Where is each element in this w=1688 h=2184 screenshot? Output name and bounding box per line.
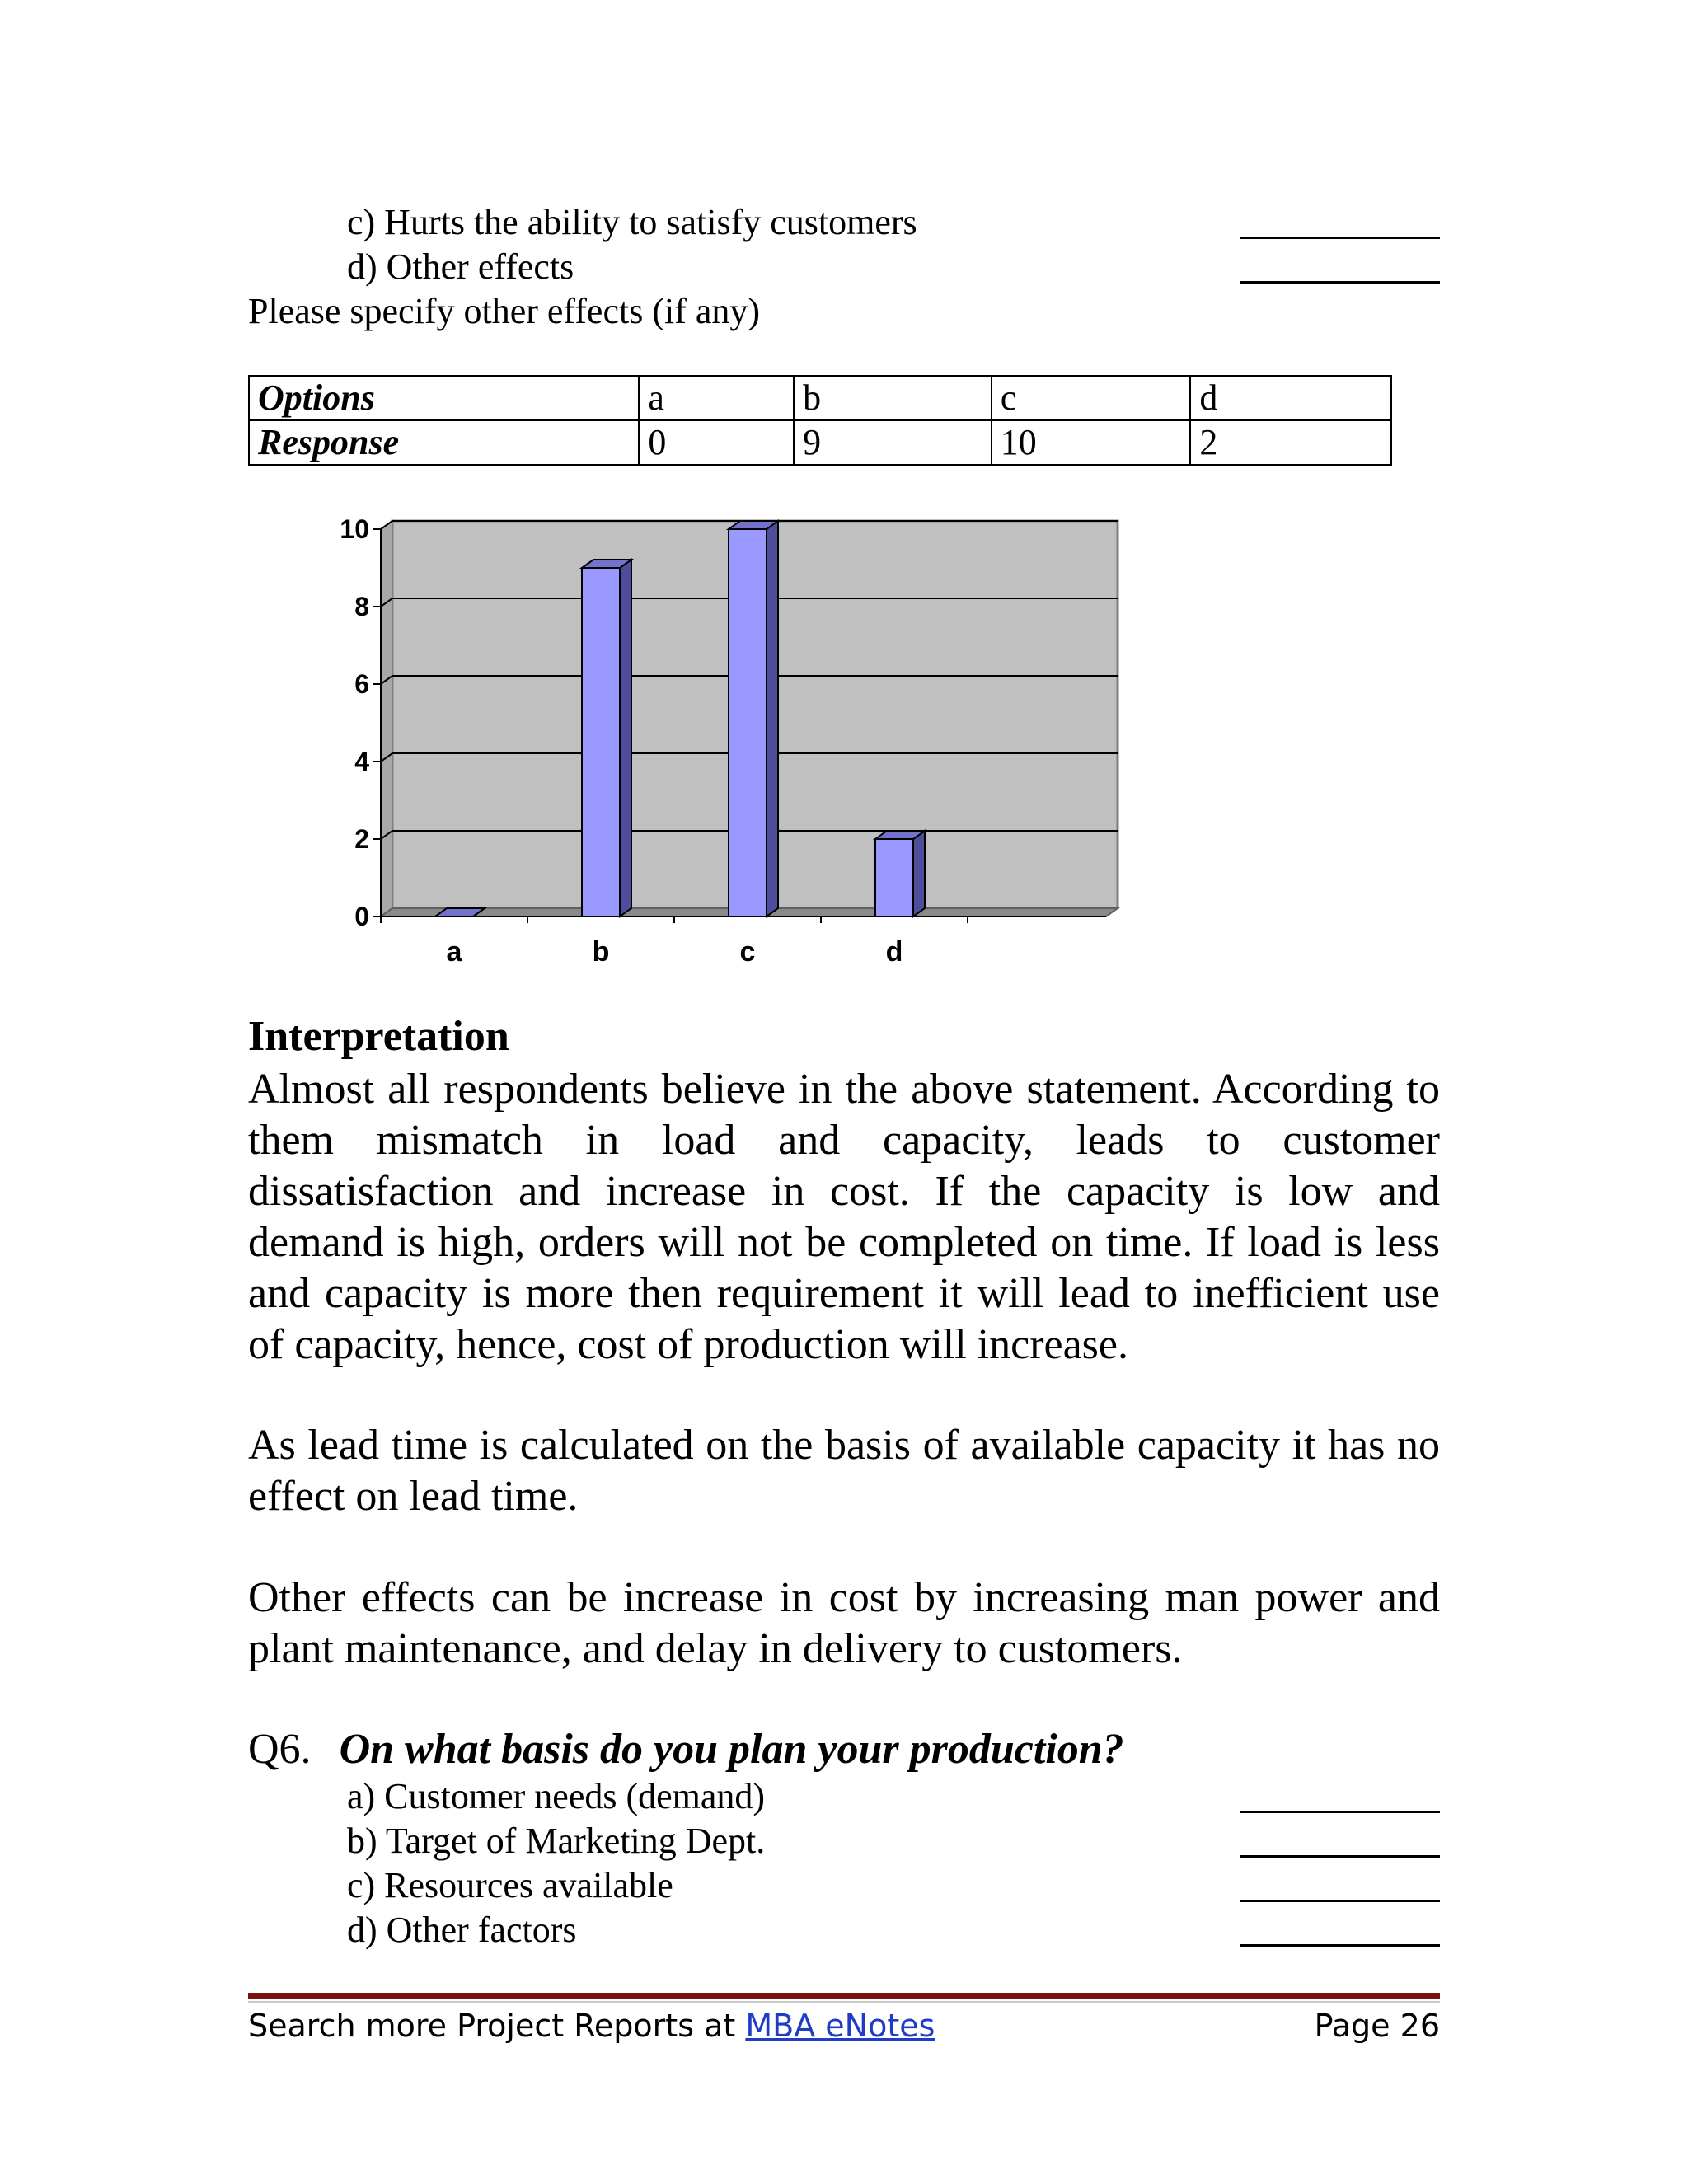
x-tick-label: d — [885, 936, 903, 968]
y-tick-label: 2 — [354, 824, 369, 854]
q6-option-a: a) Customer needs (demand) — [347, 1776, 766, 1816]
bar-b — [582, 568, 620, 916]
q5-specify-prompt: Please specify other effects (if any) — [248, 291, 761, 331]
x-tick-label: a — [446, 936, 462, 968]
bar-b-side — [620, 560, 631, 916]
y-tick-label: 0 — [354, 902, 369, 931]
question-number: Q6. — [248, 1726, 312, 1773]
interpretation-paragraph-1 — [248, 1064, 1440, 1371]
table-row-options — [249, 376, 1391, 420]
answer-blank — [1240, 1811, 1440, 1813]
table-header-options: Options — [249, 376, 639, 420]
x-tick-label: c — [739, 936, 756, 968]
mba-enotes-link[interactable]: MBA eNotes — [745, 2008, 935, 2044]
table-cell-response: 0 — [639, 420, 794, 465]
answer-blank — [1240, 1944, 1440, 1947]
question-text: On what basis do you plan your production? — [339, 1726, 1124, 1773]
page-number: Page 26 — [1314, 2008, 1440, 2044]
table-cell-option: d — [1190, 376, 1391, 420]
table-cell-option: a — [639, 376, 794, 420]
table-cell-response: 9 — [794, 420, 992, 465]
bar-c-side — [767, 521, 778, 916]
footer-prefix: Search more Project Reports at — [248, 2008, 746, 2044]
answer-blank — [1240, 237, 1440, 239]
plot-side-wall — [381, 521, 392, 916]
response-table — [248, 375, 1392, 466]
answer-blank — [1240, 281, 1440, 284]
footer-divider — [248, 2001, 1440, 2003]
y-tick-label: 8 — [354, 592, 369, 621]
q6-option-d: d) Other factors — [347, 1910, 577, 1950]
footer-text — [248, 2008, 935, 2044]
paragraph-text: As lead time is calculated on the basis of available capacity it has no effect on lead time. — [248, 1422, 1440, 1520]
paragraph-text: Other effects can be increase in cost by increasing man power and plant maintenance, and delay in delivery to customers. — [248, 1574, 1440, 1672]
interpretation-paragraph-2 — [248, 1420, 1440, 1522]
y-tick-label: 6 — [354, 669, 369, 699]
q6-option-c: c) Resources available — [347, 1865, 673, 1905]
interpretation-heading: Interpretation — [248, 1013, 509, 1060]
interpretation-paragraph-3 — [248, 1572, 1440, 1675]
x-tick-label: b — [592, 936, 610, 968]
table-cell-option: b — [794, 376, 992, 420]
q5-option-c: c) Hurts the ability to satisfy customers — [347, 202, 917, 242]
table-header-response: Response — [249, 420, 639, 465]
q5-option-d: d) Other effects — [347, 246, 574, 287]
bar-d-side — [913, 831, 925, 916]
y-tick-label: 4 — [354, 747, 369, 776]
answer-blank — [1240, 1855, 1440, 1858]
table-row-response — [249, 420, 1391, 465]
bar-chart — [313, 494, 1154, 972]
answer-blank — [1240, 1900, 1440, 1902]
table-cell-option: c — [992, 376, 1191, 420]
footer-rule — [248, 1993, 1440, 1999]
q6-option-b: b) Target of Marketing Dept. — [347, 1821, 766, 1861]
table-cell-response: 2 — [1190, 420, 1391, 465]
table-cell-response: 10 — [992, 420, 1191, 465]
paragraph-text: Almost all respondents believe in the above statement. According to them mismatch in load and capacity, leads to customer dissatisfaction and increase in cost. If the capacity is low and demand is high, orders will not be completed on time. If load is less and capacity is more then requirement it will lead to inefficient use of capacity, hence, cost of production will increase. — [248, 1066, 1440, 1368]
question-6-title — [248, 1724, 1124, 1775]
bar-d — [875, 839, 913, 916]
y-tick-label: 10 — [340, 514, 369, 544]
bar-c — [729, 529, 767, 916]
